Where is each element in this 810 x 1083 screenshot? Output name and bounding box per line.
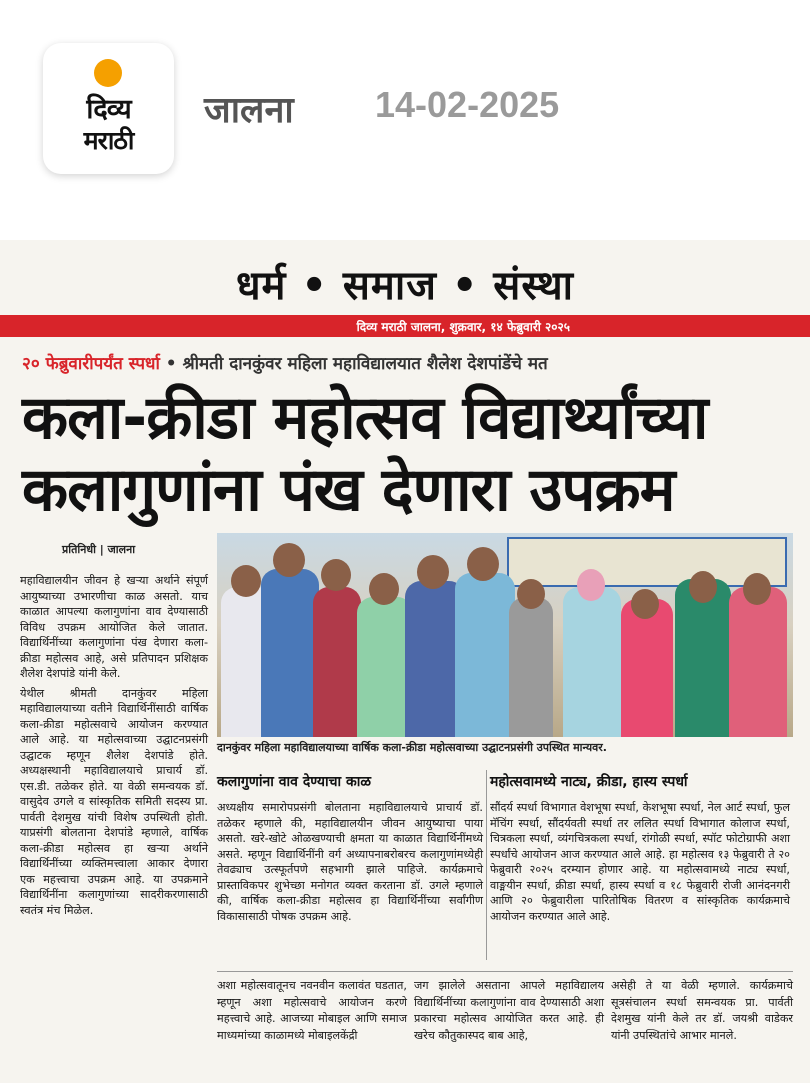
article-column-2: अध्यक्षीय समारोपप्रसंगी बोलताना महाविद्यालयाचे प्राचार्य डॉ. तळेकर म्हणाले की, महाविद्यालयीन जीवन आयुष्याचा पाया असतो. खरे-खोटे ओळखण्याची क्षमता या काळात विद्यार्थिनींमध्ये असते. म्हणून विद्यार्थिनींनी वर्ग अध्यापनाबरोबरच कलागुणांमध्येही तेवढ्याच उत्स्फूर्तपणे सहभागी झाले पाहिजे. कार्यक्रमाचे प्रास्ताविकपर शुभेच्छा मनोगत व्यक्त करताना डॉ. उगले म्हणाले की, वार्षिक कला-क्रीडा महोत्सव हा विद्यार्थिनींच्या सर्वांगीण विकासासाठी पोषक उपक्रम आहे. — [217, 801, 483, 923]
divya-marathi-logo[interactable] — [43, 43, 174, 174]
masthead-band — [0, 315, 810, 337]
article-column-4b: जग झालेले असताना आपले महाविद्यालय विद्यार्थिनींच्या कलागुणांना वाव देण्यासाठी अशा प्रकारचा महोत्सव आयोजित करत आहे. ही खरेच कौतुकास्पद बाब आहे, — [414, 979, 604, 1042]
kicker-highlight: २० फेब्रुवारीपर्यंत स्पर्धा — [22, 354, 160, 374]
edition-date: 14-02-2025 — [375, 84, 560, 125]
edition-city: जालना — [204, 90, 294, 131]
photo-person-head — [321, 559, 351, 591]
logo-text-line1: दिव्य — [86, 94, 131, 125]
photo-person-head — [417, 555, 449, 589]
app-header — [0, 0, 810, 200]
photo-person — [455, 573, 515, 737]
subheading-2: महोत्सवामध्ये नाट्य, क्रीडा, हास्य स्पर्धा — [490, 774, 688, 790]
photo-person-head — [517, 579, 545, 609]
photo-person-head — [689, 571, 717, 603]
photo-person — [563, 587, 621, 737]
subheading-1: कलागुणांना वाव देण्याचा काळ — [217, 774, 372, 790]
byline: प्रतिनिधी | जालना — [62, 543, 136, 556]
photo-person-head — [743, 573, 771, 605]
photo-person-head — [631, 589, 659, 619]
article-column-3: सौंदर्य स्पर्धा विभागात वेशभूषा स्पर्धा, केशभूषा स्पर्धा, नेल आर्ट स्पर्धा, फुल मॅचिंग स्पर्धा, सौंदर्यवती स्पर्धा तर ललित स्पर्धा विभागात कोलाज स्पर्धा, चित्रकला स्पर्धा, व्यंगचित्रकला स्पर्धा, रांगोळी स्पर्धा, स्पॉट फोटोग्राफी अशा स्पर्धांचे आयोजन आज करण्यात आले आहे. हा महोत्सव १३ फेब्रुवारी ते २० फेब्रुवारी २०२५ दरम्यान होणार आहे. या महोत्सवामध्ये नाट्य स्पर्धा, वाङ्मयीन स्पर्धा, क्रीडा स्पर्धा, हास्य स्पर्धा व १८ फेब्रुवारी रोजी आनंदनगरी आणि २० फेब्रुवारीला पारितोषिक वितरण व सांस्कृतिक कार्यक्रमाचे आयोजन करण्यात आले आहे. — [490, 801, 790, 923]
headline-line-1: कला-क्रीडा महोत्सव विद्यार्थ्यांच्या — [22, 383, 708, 453]
article-headline — [22, 382, 707, 526]
masthead-band-text: दिव्य मराठी जालना, शुक्रवार, १४ फेब्रुवारी २०२५ — [356, 320, 570, 334]
sun-logo-icon — [94, 59, 122, 87]
photo-person — [621, 599, 673, 737]
newspaper-clipping[interactable] — [0, 240, 810, 1083]
photo-person — [261, 569, 319, 737]
article-kicker — [22, 351, 548, 374]
photo-person-head — [577, 569, 605, 601]
section-heading: धर्म • समाज • संस्था — [235, 263, 575, 309]
photo-person — [729, 587, 787, 737]
column-divider — [486, 770, 487, 960]
photo-person — [313, 587, 361, 737]
photo-person-head — [231, 565, 261, 597]
row-divider — [217, 971, 793, 972]
logo-text-line2: मराठी — [83, 126, 134, 155]
headline-line-2: कलागुणांना पंख देणारा उपक्रम — [22, 455, 675, 525]
article-paragraph: महाविद्यालयीन जीवन हे खऱ्या अर्थाने संपूर्ण आयुष्याच्या उभारणीचा काळ असतो. याच काळात आपल्या कलागुणांना वाव देण्यासाठी विविध उपक्रम आयोजित केले जातात. विद्यार्थिनींच्या कलागुणांना पंख देणारा कला-क्रीडा महोत्सव आहे, असे प्रतिपादन प्रशिक्षक शैलेश देशपांडे यांनी केले. — [20, 574, 208, 680]
kicker-text: • श्रीमती दानकुंवर महिला महाविद्यालयात शैलेश देशपांडेंचे मत — [165, 354, 548, 374]
photo-caption: दानकुंवर महिला महाविद्यालयाच्या वार्षिक कला-क्रीडा महोत्सवाच्या उद्घाटनप्रसंगी उपस्थित मान्यवर. — [217, 741, 607, 754]
article-column-4c: असेही ते या वेळी म्हणाले. कार्यक्रमाचे सूत्रसंचालन स्पर्धा समन्वयक प्रा. पार्वती देशमुख यांनी केले तर डॉ. जयश्री वाडेकर यांनी उपस्थितांचे आभार मानले. — [611, 979, 793, 1042]
photo-person — [509, 597, 553, 737]
article-column-4a: अशा महोत्सवातूनच नवनवीन कलावंत घडतात, म्हणून अशा महोत्सवाचे आयोजन करणे महत्त्वाचे आहे. आजच्या मोबाइल आणि समाज माध्यमांच्या काळामध्ये मोबाइलकेंद्री — [217, 979, 407, 1042]
photo-person-head — [467, 547, 499, 581]
article-paragraph: येथील श्रीमती दानकुंवर महिला महाविद्यालयाच्या वतीने विद्यार्थिनींसाठी वार्षिक कला-क्रीडा महोत्सवाचे आयोजन करण्यात आले आहे. या महोत्सवाच्या उद्घाटनप्रसंगी उद्घाटक म्हणून शैलेश देशपांडे होते. अध्यक्षस्थानी महाविद्यालयाचे प्राचार्य डॉ. एस.डी. तळेकर होते. या वेळी समन्वयक डॉ. वासुदेव उगले व सांस्कृतिक समिती सदस्य प्रा. पार्वती देशमुख यांची विशेष उपस्थिती होती. याप्रसंगी बोलताना देशपांडे म्हणाले, वार्षिक कला-क्रीडा महोत्सव हा खऱ्या अर्थाने विद्यार्थिनींच्या व्यक्तिमत्त्वाला आकार देणारा एक महत्त्वाचा उपक्रम आहे. या उपक्रमाने विद्यार्थिनींना कलागुणांच्या सादरीकरणासाठी स्वतंत्र मंच मिळेल. — [20, 686, 208, 917]
article-column-1 — [20, 573, 208, 922]
photo-person-head — [273, 543, 305, 577]
photo-person-head — [369, 573, 399, 605]
event-photo — [217, 533, 793, 737]
